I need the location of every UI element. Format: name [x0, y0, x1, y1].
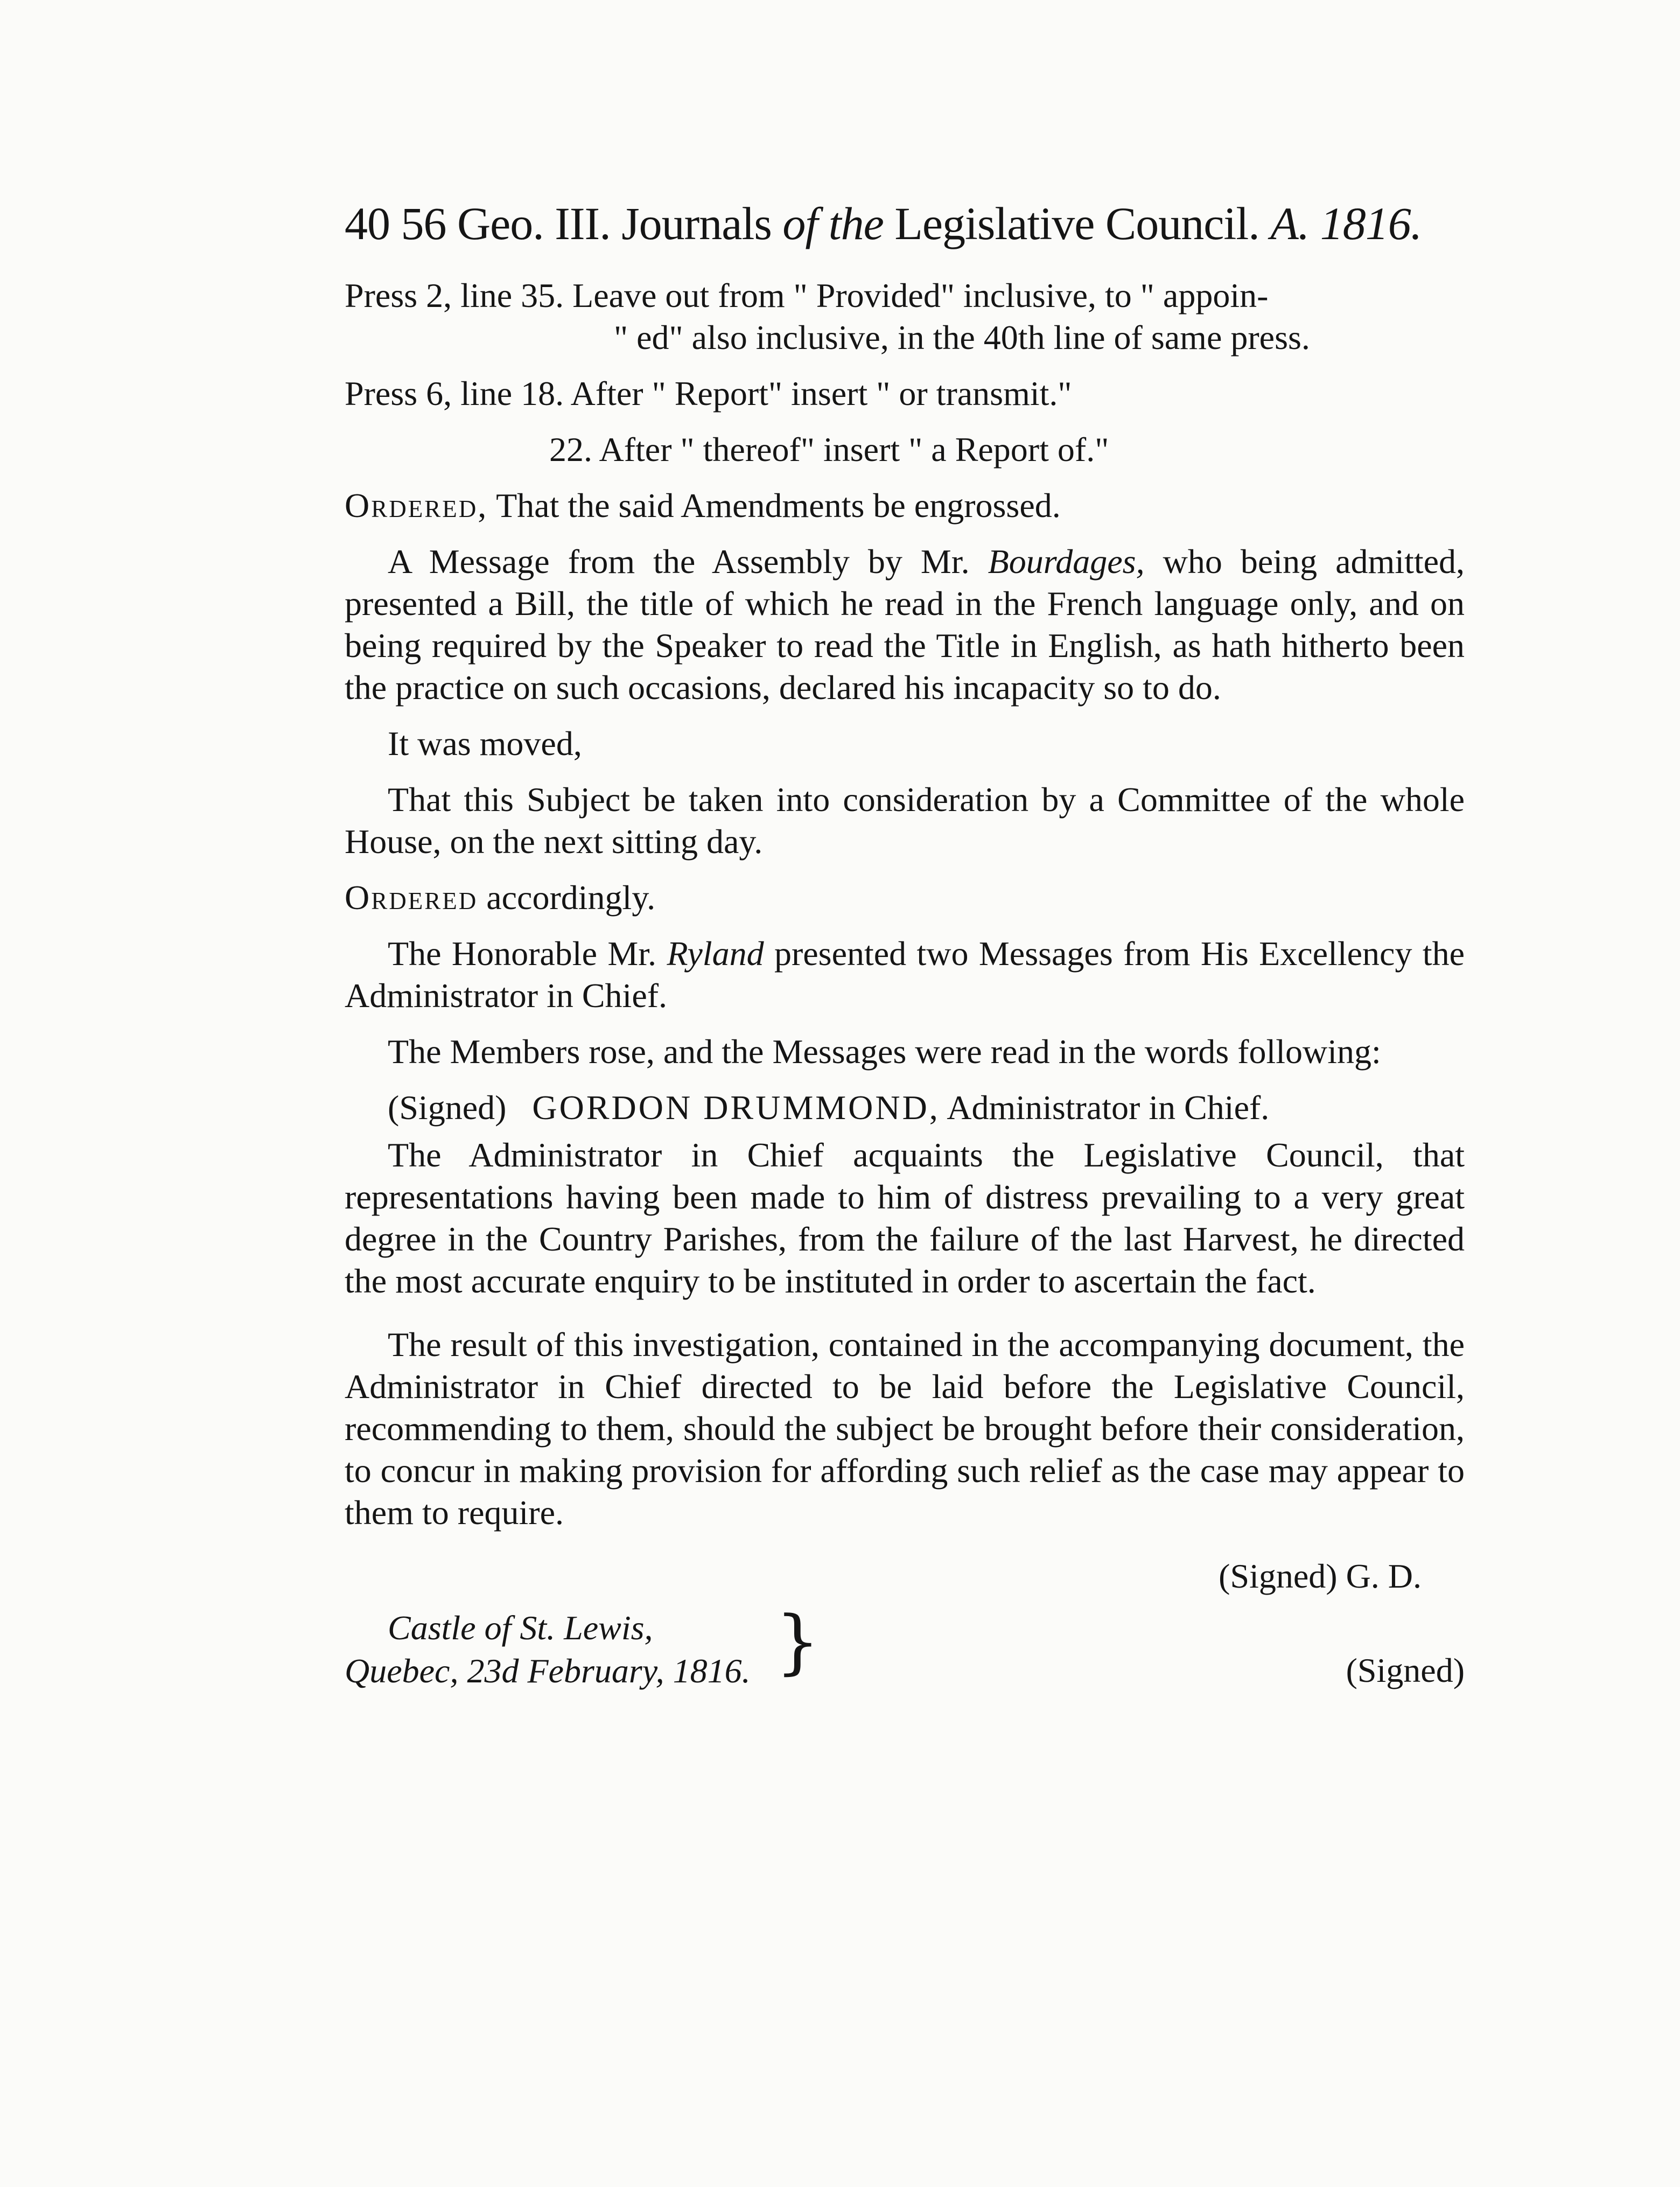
signed-bottom: (Signed): [1346, 1651, 1465, 1689]
place-line-2: Quebec, 23d February, 1816.: [345, 1652, 751, 1690]
place-line-1: Castle of St. Lewis,: [388, 1609, 653, 1647]
message-assembly-after: who being admitted, presented a Bill, the title of which he read in the French language only, and on being required by the Speaker to read the Title in English, as hath hitherto been the practice on such occasions, declared his incapacity so to do.: [345, 542, 1465, 707]
document-page: [345, 194, 1465, 1717]
ryland-before: The Honorable Mr.: [388, 934, 657, 973]
ryland-messages: [345, 933, 1465, 1017]
member-name-bourdages: Bourdages,: [988, 542, 1145, 581]
amendment-press-6-line-22: 22. After " thereof" insert " a Report of.": [549, 430, 1109, 469]
ryland-after: presented two Messages from His Excellency the Administrator in Chief.: [345, 934, 1465, 1015]
signer-title: Administrator in Chief.: [947, 1088, 1270, 1127]
signature-line: [345, 1087, 1465, 1129]
signed-initials: (Signed) G. D.: [1219, 1557, 1422, 1595]
ordered-accordingly-text: accordingly.: [486, 878, 656, 917]
header-of-the: of the: [782, 198, 884, 249]
message-body-2: The result of this investigation, contained in the accompanying document, the Administrator in Chief directed to be laid before the Legislative Council, recommending to them, should the subject be brought before their consideration, to concur in making provision for affording such relief as the case may appear to them to require.: [345, 1325, 1465, 1532]
signed-label: (Signed): [388, 1088, 507, 1127]
message-from-assembly: [345, 541, 1465, 709]
message-body-1: The Administrator in Chief acquaints the Legislative Council, that representations having been made to him of distress prevailing to a very great degree in the Country Parishes, from the failure of the last Harvest, he directed the most accurate enquiry to be instituted in order to ascertain the fact.: [345, 1136, 1465, 1300]
regnal-year: 56 Geo. III.: [401, 198, 611, 249]
ordered-label-2: Ordered: [345, 878, 478, 917]
signer-name: GORDON DRUMMOND,: [532, 1088, 940, 1127]
message-assembly-before: A Message from the Assembly by Mr.: [388, 542, 970, 581]
brace-icon: }: [775, 1601, 820, 1682]
amendment-press-6: Press 6, line 18. After " Report" insert " or transmit.": [345, 374, 1072, 413]
subject-motion: That this Subject be taken into consideration by a Committee of the whole House, on the next sitting day.: [345, 780, 1465, 861]
it-was-moved: It was moved,: [388, 724, 582, 763]
closing-block: [345, 1555, 1465, 1717]
ordered-engrossed: [345, 485, 1465, 527]
header-journals: Journals: [621, 198, 772, 249]
ordered-accordingly: [345, 877, 1465, 919]
members-rose: The Members rose, and the Messages were read in the words following:: [388, 1032, 1381, 1071]
header-anno: A. 1816.: [1270, 198, 1422, 249]
amendment-press-2-cont: " ed" also inclusive, in the 40th line of same press.: [614, 318, 1310, 357]
amendment-press-2: Press 2, line 35. Leave out from " Provided" inclusive, to " appoin-: [345, 276, 1269, 315]
member-name-ryland: Ryland: [667, 934, 764, 973]
page-number: 40: [345, 198, 390, 249]
ordered-text: That the said Amendments be engrossed.: [496, 486, 1061, 525]
ordered-label: Ordered,: [345, 486, 488, 525]
running-header: [345, 194, 1465, 253]
header-council: Legislative Council.: [894, 198, 1259, 249]
